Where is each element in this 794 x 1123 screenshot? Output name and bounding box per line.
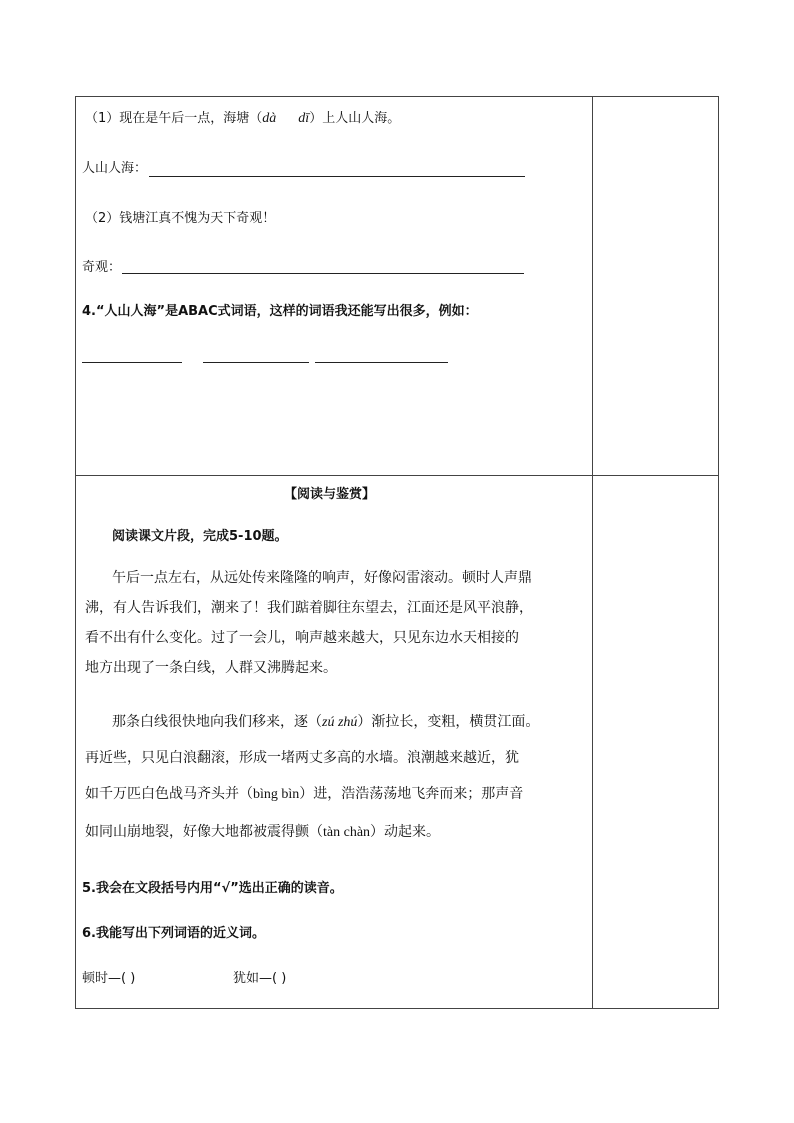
para2-line3-b: ）进，浩浩荡荡地飞奔而来；那声音 [299, 786, 524, 802]
para2-line-4 [85, 821, 440, 841]
para1-line-2: 沸，有人告诉我们，潮来了！我们踮着脚往东望去，江面还是风平浪静， [85, 600, 533, 616]
para2-line-2: 再近些，只见白浪翻滚，形成一堵两丈多高的水墙。浪潮越来越近，犹 [85, 750, 519, 766]
question-6: 6.我能写出下列词语的近义词。 [82, 926, 265, 941]
passage-paragraph-1 [85, 567, 581, 687]
para2-line1-b: ）渐拉长，变粗，横贯江面。 [357, 714, 540, 730]
section-heading: 【阅读与鉴赏】 [284, 487, 376, 502]
question-2: （2）钱塘江真不愧为天下奇观！ [85, 211, 276, 226]
para2-line-3 [85, 783, 523, 803]
synonym-item-1[interactable]: 顿时—( ) [82, 971, 136, 986]
synonym-item-2[interactable]: 犹如—( ) [233, 971, 287, 986]
q1-text-b: ）上人山人海。 [309, 111, 401, 126]
para2-line3-a: 如千万匹白色战马齐头并（ [85, 786, 253, 802]
para1-line-1: 午后一点左右，从远处传来隆隆的响声，好像闷雷滚动。顿时人声鼎 [112, 570, 532, 586]
word2-label: 奇观： [82, 260, 122, 275]
para1-line-4: 地方出现了一条白线，人群又沸腾起来。 [85, 660, 337, 676]
q1-text-a: 现在是午后一点，海塘（ [119, 111, 263, 126]
word1-answer-line[interactable] [149, 176, 525, 177]
q1-pinyin-2: dī [298, 111, 310, 126]
question-5: 5.我会在文段括号内用“√”选出正确的读音。 [82, 881, 343, 896]
question-4: 4.“人山人海”是ABAC式词语，这样的词语我还能写出很多，例如： [82, 304, 478, 319]
example-answer-line-3[interactable] [315, 362, 448, 363]
worksheet-table [75, 96, 719, 1009]
para2-pinyin-2: bìng bìn [253, 787, 300, 802]
para2-pinyin-1: zú zhú [322, 715, 358, 730]
para2-pinyin-3: tàn chàn [323, 825, 371, 840]
example-answer-line-1[interactable] [82, 362, 182, 363]
column-divider [592, 97, 593, 1008]
para1-line-3: 看不出有什么变化。过了一会儿，响声越来越大，只见东边水天相接的 [85, 630, 519, 646]
para2-line4-a: 如同山崩地裂，好像大地都被震得颤（ [85, 824, 323, 840]
reading-instruction: 阅读课文片段，完成5-10题。 [112, 529, 288, 544]
para2-line4-b: ）动起来。 [370, 824, 441, 840]
example-answer-line-2[interactable] [203, 362, 309, 363]
row-divider [76, 475, 718, 476]
word1-label: 人山人海： [82, 161, 148, 176]
q1-pinyin-1: dà [262, 111, 277, 126]
passage-paragraph-2 [85, 711, 581, 851]
para2-line-1 [112, 711, 539, 731]
question-1 [85, 111, 400, 127]
para2-line1-a: 那条白线很快地向我们移来，逐（ [112, 714, 322, 730]
q1-number: （1） [85, 111, 120, 126]
word2-answer-line[interactable] [122, 273, 524, 274]
